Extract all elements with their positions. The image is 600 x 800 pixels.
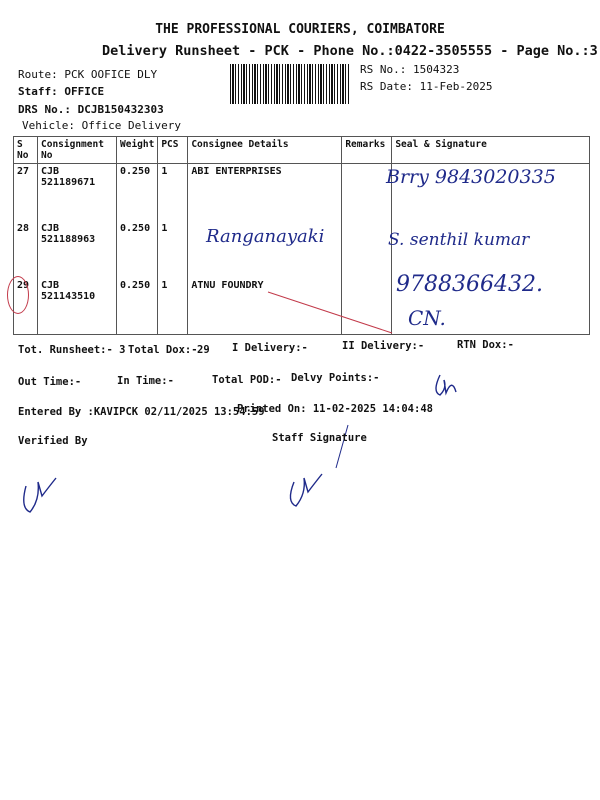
cell-weight: 0.250 [117,164,158,221]
col-seal-signature: Seal & Signature [392,137,590,164]
total-pod: Total POD:- [212,374,282,386]
col-sno: S No [14,137,38,164]
entered-by: Entered By :KAVIPCK 02/11/2025 13:54:59 [18,406,265,418]
route-label: Route: PCK OOFICE DLY [18,68,158,81]
row27-signature: Brry 9843020335 [386,166,556,188]
cell-sno: 29 [14,278,38,335]
cell-pcs: 1 [158,221,188,278]
delvy-points: Delvy Points:- [291,372,380,384]
row28-signature: S. senthil kumar [388,230,530,250]
cell-weight: 0.250 [117,221,158,278]
cell-weight: 0.250 [117,278,158,335]
rs-date: RS Date: 11-Feb-2025 [360,80,493,93]
row28-consignee-name: Ranganayaki [206,226,325,247]
rs-number: RS No.: 1504323 [360,63,460,76]
row29-phone: 9788366432. [396,272,543,297]
cell-consignment: CJB 521188963 [38,221,117,278]
ii-delivery: II Delivery:- [342,340,425,352]
cell-consignment: CJB 521189671 [38,164,117,221]
col-weight: Weight [117,137,158,164]
delvy-initial-mark [436,375,456,395]
in-time: In Time:- [117,375,174,387]
tot-runsheet: Tot. Runsheet:- 3 [18,344,126,356]
cell-pcs: 1 [158,278,188,335]
printed-on: Printed On: 11-02-2025 14:04:48 [237,403,433,415]
out-time: Out Time:- [18,376,82,388]
cell-consignment: CJB 521143510 [38,278,117,335]
rtn-dox: RTN Dox:- [457,339,514,351]
verified-by: Verified By [18,435,88,447]
verified-signature-mark [24,478,56,512]
col-remarks: Remarks [342,137,392,164]
cell-consignee: ABI ENTERPRISES [188,164,342,221]
cell-pcs: 1 [158,164,188,221]
vehicle-label: Vehicle: Office Delivery [22,119,181,132]
col-pcs: PCS [158,137,188,164]
staff-signature: Staff Signature [272,432,367,444]
row29-initials: CN. [408,306,446,330]
col-consignment: Consignment No [38,137,117,164]
staff-label: Staff: OFFICE [18,85,105,98]
red-stroke [268,292,392,333]
runsheet-subtitle: Delivery Runsheet - PCK - Phone No.:0422-3505555 - Page No.:3 [102,43,598,59]
company-title: THE PROFESSIONAL COURIERS, COIMBATORE [155,22,445,37]
total-dox-label: Total Dox:- [128,344,198,356]
cell-sno: 27 [14,164,38,221]
i-delivery: I Delivery:- [232,342,308,354]
staff-signature-mark [290,474,322,506]
cell-consignee: ATNU FOUNDRY [188,278,342,335]
cell-sno: 28 [14,221,38,278]
total-dox-value: 29 [197,344,210,356]
drs-number: DRS No.: DCJB150432303 [18,103,164,116]
col-consignee: Consignee Details [188,137,342,164]
